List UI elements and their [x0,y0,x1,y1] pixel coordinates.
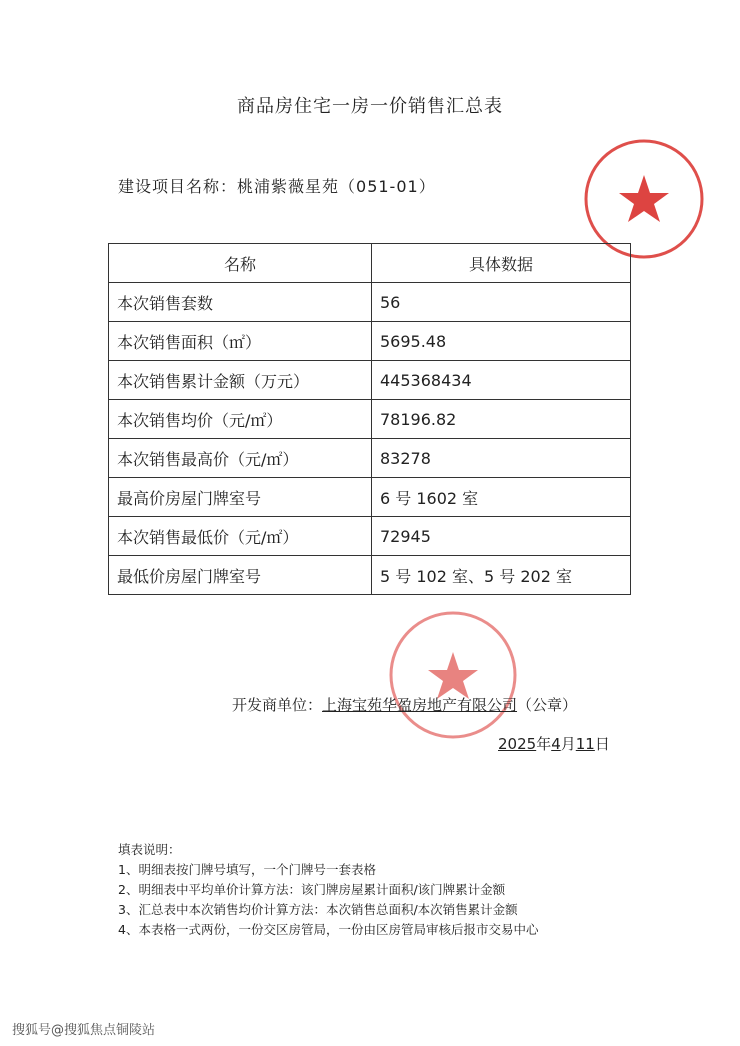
date-line [498,733,610,754]
project-line [118,174,436,197]
table-row [109,439,631,478]
row-name: 最低价房屋门牌室号 [109,556,372,595]
footer-watermark: 搜狐号@搜狐焦点铜陵站 [12,1023,156,1038]
date-year-unit: 年 [536,735,552,753]
row-value: 72945 [372,517,631,556]
row-value: 5 号 102 室、5 号 202 室 [372,556,631,595]
row-value: 6 号 1602 室 [372,478,631,517]
developer-label: 开发商单位： [232,696,323,714]
company-seal [378,600,528,750]
row-name: 本次销售均价（元/㎡） [109,400,372,439]
header-name: 名称 [109,244,372,283]
table-row [109,283,631,322]
row-value: 83278 [372,439,631,478]
developer-company: 上海宝苑华盈房地产有限公司 [322,696,518,714]
date-month: 4 [551,735,561,753]
developer-seal-note: （公章） [517,696,578,714]
date-year: 2025 [498,735,537,753]
date-day-unit: 日 [594,735,610,753]
table-row [109,361,631,400]
row-name: 本次销售最高价（元/㎡） [109,439,372,478]
row-name: 最高价房屋门牌室号 [109,478,372,517]
note-item: 1、明细表按门牌号填写，一个门牌号一套表格 [118,862,376,877]
row-value: 78196.82 [372,400,631,439]
document-title: 商品房住宅一房一价销售汇总表 [237,96,503,117]
developer-line [232,694,577,715]
project-name: 桃浦紫薇星苑（051-01） [237,177,436,196]
date-day: 11 [575,735,595,753]
row-name: 本次销售累计金额（万元） [109,361,372,400]
table-row [109,478,631,517]
note-item: 3、汇总表中本次销售均价计算方法：本次销售总面积/本次销售累计金额 [118,902,518,917]
row-value: 5695.48 [372,322,631,361]
row-name: 本次销售套数 [109,283,372,322]
row-name: 本次销售面积（㎡） [109,322,372,361]
notes [118,840,538,940]
table-row [109,517,631,556]
project-label: 建设项目名称： [118,177,238,196]
note-item: 4、本表格一式两份，一份交区房管局，一份由区房管局审核后报市交易中心 [118,922,539,937]
notes-heading: 填表说明： [118,842,181,857]
table-header-row [109,244,631,283]
row-value: 56 [372,283,631,322]
table-row [109,400,631,439]
table-row [109,556,631,595]
table-row [109,322,631,361]
row-value: 445368434 [372,361,631,400]
note-item: 2、明细表中平均单价计算方法：该门牌房屋累计面积/该门牌累计金额 [118,882,506,897]
row-name: 本次销售最低价（元/㎡） [109,517,372,556]
header-value: 具体数据 [372,244,631,283]
summary-table [108,243,631,595]
date-month-unit: 月 [560,735,576,753]
